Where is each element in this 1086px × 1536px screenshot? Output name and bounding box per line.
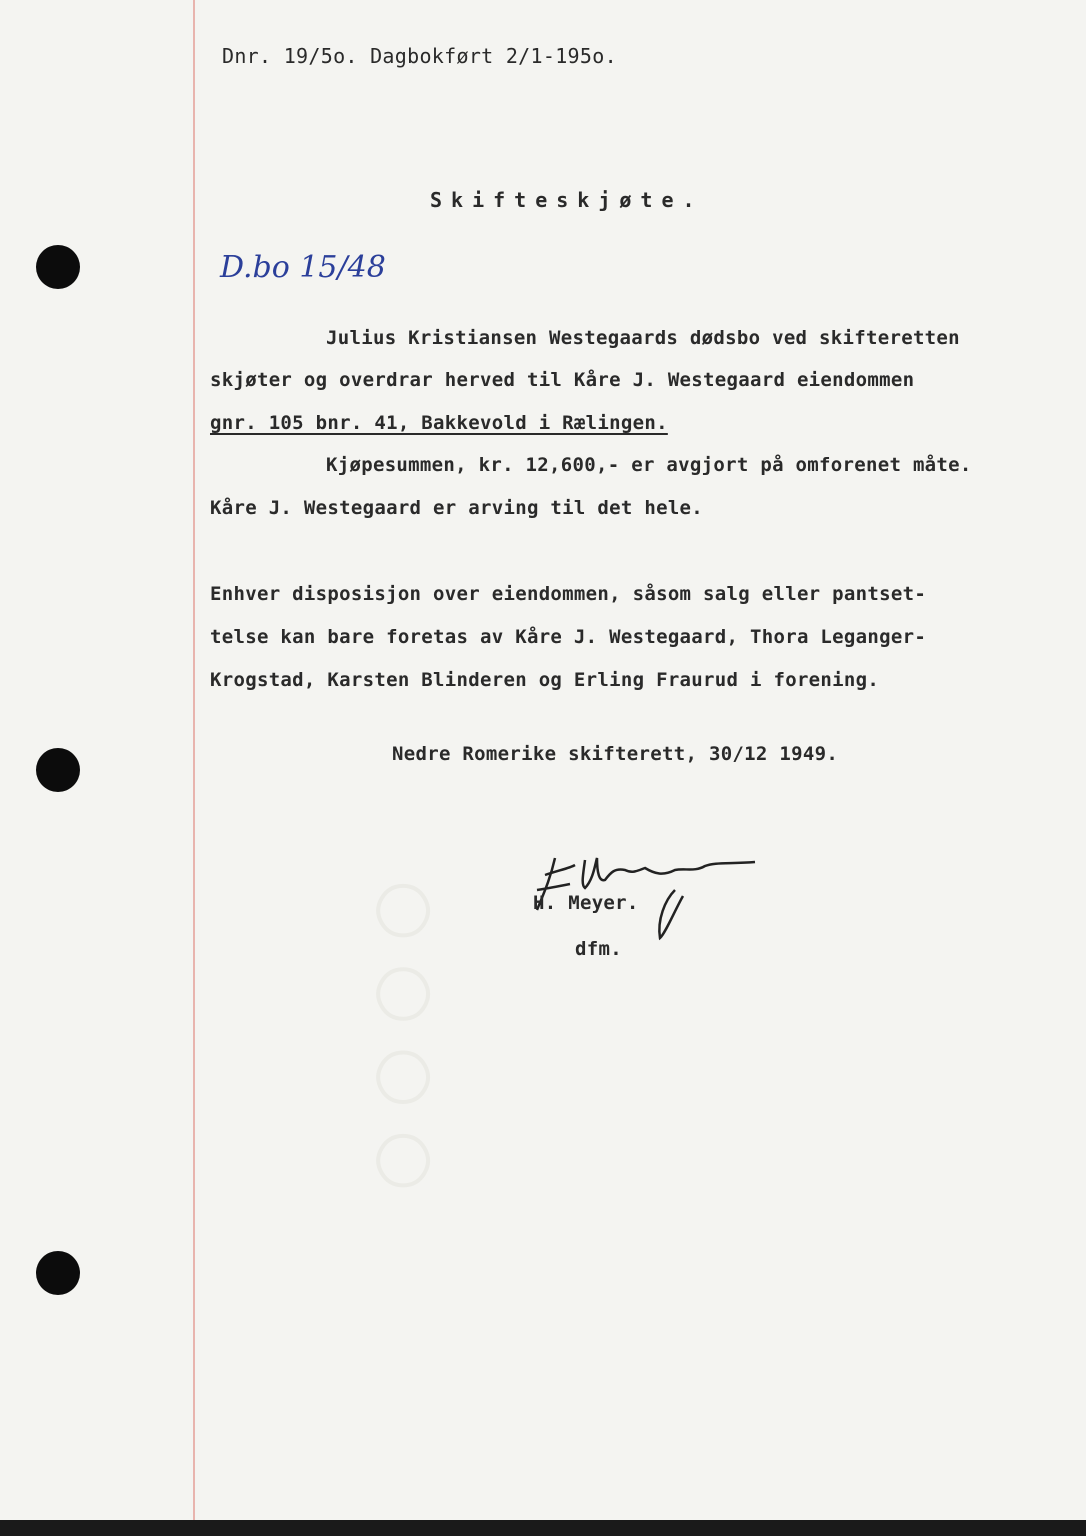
body-p3-line3: Krogstad, Karsten Blinderen og Erling Fraurud i forening. <box>210 669 880 691</box>
punch-hole-top <box>36 245 80 289</box>
handwritten-reference: D.bo 15/48 <box>220 250 386 285</box>
body-p2-line2: Kåre J. Westegaard er arving til det hele. <box>210 497 704 519</box>
document-title: Skifteskjøte. <box>430 188 704 212</box>
signatory-title: dfm. <box>575 938 622 960</box>
margin-line <box>193 0 195 1536</box>
body-p3-line2: telse kan bare foretas av Kåre J. Westegaard, Thora Leganger- <box>210 626 927 648</box>
body-p1-line2: skjøter og overdrar herved til Kåre J. Westegaard eiendommen <box>210 369 915 391</box>
place-and-date: Nedre Romerike skifterett, 30/12 1949. <box>392 743 839 765</box>
bleed-through-marks: ○ ○ ○ ○ <box>368 880 450 1192</box>
punch-hole-middle <box>36 748 80 792</box>
document-reference: Dnr. 19/5o. Dagbokført 2/1-195o. <box>222 44 617 68</box>
signatory-name: H. Meyer. <box>533 892 639 914</box>
body-p2-line1: Kjøpesummen, kr. 12,600,- er avgjort på omforenet måte. <box>326 454 972 476</box>
scan-edge <box>0 1520 1086 1536</box>
property-designation: gnr. 105 bnr. 41, Bakkevold i Rælingen. <box>210 412 668 434</box>
body-p1-line1: Julius Kristiansen Westegaards dødsbo ved skifteretten <box>326 327 960 349</box>
body-p3-line1: Enhver disposisjon over eiendommen, såsom salg eller pantset- <box>210 583 927 605</box>
punch-hole-bottom <box>36 1251 80 1295</box>
